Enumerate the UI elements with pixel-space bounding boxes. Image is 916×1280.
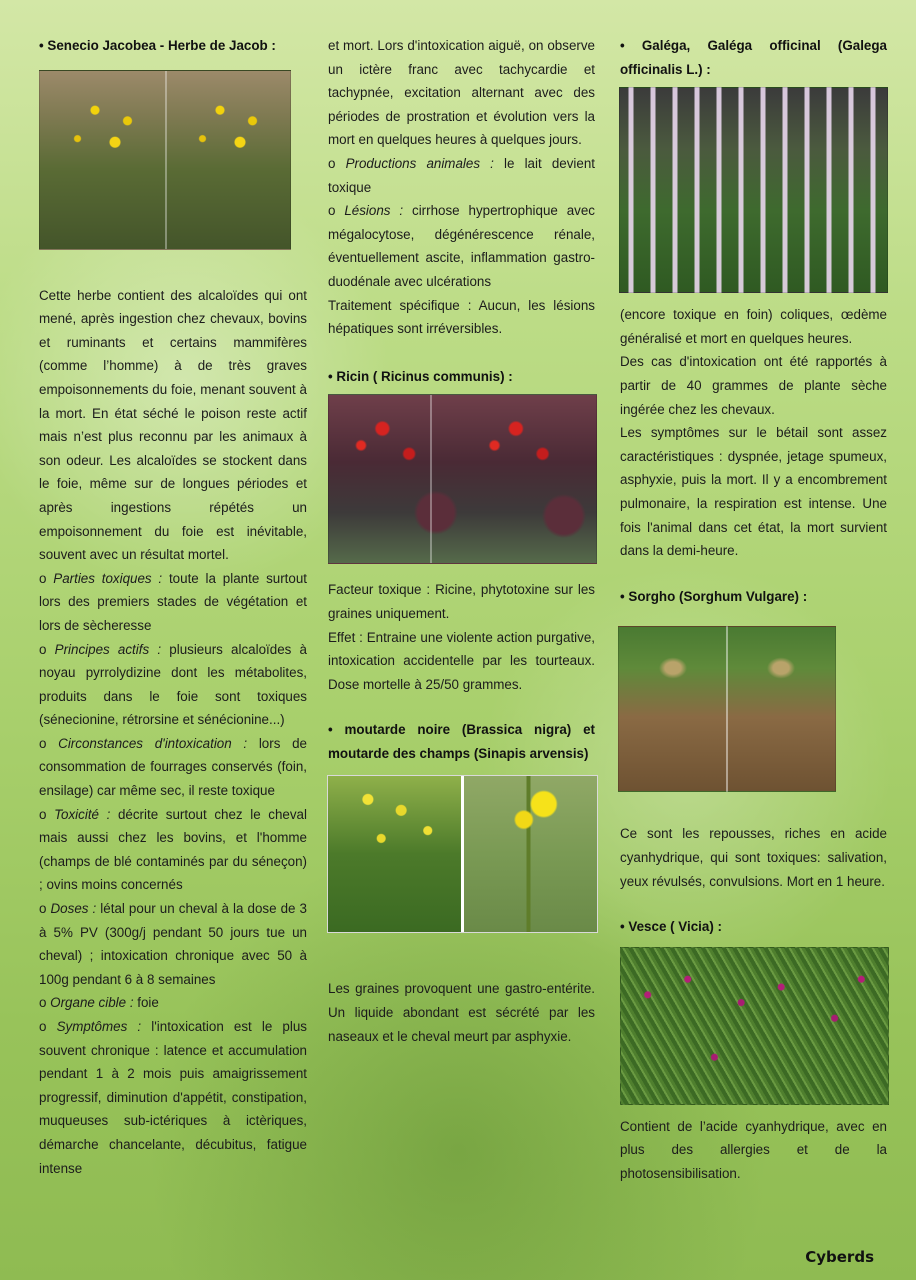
vesce-photo	[620, 947, 889, 1105]
moutarde-champs-photo	[464, 776, 597, 932]
senecio-continuation: et mort. Lors d'intoxication aiguë, on observe un ictère franc avec tachycardie et tachypnée, excitation alternant avec des périodes de prostration et évolution vers la mort en quelques heures à quelques jours.	[328, 38, 595, 148]
ricin-text-2: Effet : Entraine une violente action purgative, intoxication accidentelle par les tourteaux. Dose mortelle à 25/50 grammes.	[328, 629, 595, 692]
senecio-item-organe: o Organe cible : foie	[39, 995, 159, 1011]
ricin-text-1: Facteur toxique : Ricine, phytotoxine sur les graines uniquement.	[328, 582, 595, 621]
sorgho-text: Ce sont les repousses, riches en acide cyanhydrique, qui sont toxiques: salivation, yeux révulsés, convulsions. Mort en 1 heure.	[620, 826, 887, 889]
galega-heading: • Galéga, Galéga officinal (Galega officinalis L.) :	[620, 38, 887, 77]
senecio-item-productions: o Productions animales : le lait devient toxique	[328, 155, 596, 195]
galega-text-3: Les symptômes sur le bétail sont assez caractéristiques : dyspnée, jetage spumeux, asphyxie, puis la mort. Il y a encombrement pulmonaire, la respiration est intense. Une fois l'animal dans cet état, la mort survient dans la demi-heure.	[620, 425, 887, 559]
senecio-item-toxicite: o Toxicité : décrite surtout chez le cheval mais aussi chez les bovins, et l'homme (champs de blé contaminés par du séneçon) ; ovins moins concernés	[39, 806, 307, 893]
galega-text-1: (encore toxique en foin) coliques, œdème généralisé et mort en quelques heures.	[620, 307, 887, 346]
senecio-treatment: Traitement spécifique : Aucun, les lésions hépatiques sont irréversibles.	[328, 297, 595, 337]
moutarde-photo	[327, 775, 598, 933]
senecio-item-circonstances: o Circonstances d'intoxication : lors de consommation de fourrages conservés (foin, ensilage) car même sec, il reste toxique	[39, 735, 307, 799]
senecio-intro: Cette herbe contient des alcaloïdes qui ont mené, après ingestion chez chevaux, bovins et ruminants et certains mammifères (comme l’homme) à de très graves empoisonnements du foie, menant souvent à la mort. En état séché le poison reste actif mais n’est plus reconnu par les animaux à son odeur. Les alcaloïdes se stockent dans le foie, même sur de longues périodes et après ingestions répétés un empoisonnement du foie est inévitable, souvent avec un résultat mortel.	[39, 287, 307, 563]
column-3	[620, 34, 887, 1185]
moutarde-heading: • moutarde noire (Brassica nigra) et moutarde des champs (Sinapis arvensis)	[328, 722, 595, 761]
galega-photo	[619, 87, 888, 293]
vesce-heading: • Vesce ( Vicia) :	[620, 919, 722, 935]
senecio-item-principes: o Principes actifs : plusieurs alcaloïdes à noyau pyrrolydizine dont les métabolites, produits dans le foie sont toxiques (sénecionine, rétrorsine et sénécionine...)	[39, 641, 307, 728]
sorgho-photo	[618, 626, 836, 792]
senecio-item-symptomes: o Symptômes : l'intoxication est le plus souvent chronique : latence et accumulation pendant 1 à 2 mois puis amaigrissement progressif, diminution d'appétit, constipation, muqueuses sub-ictériques à ictèriques, démarche chancelante, décubitus, fatigue intense	[39, 1019, 307, 1176]
column-2	[328, 34, 595, 1048]
senecio-photo	[39, 70, 291, 250]
column-1	[39, 34, 307, 1180]
ricin-photo	[328, 394, 597, 564]
senecio-item-parties: o Parties toxiques : toute la plante surtout lors des premiers stades de végétation et lors de sècheresse	[39, 570, 308, 633]
senecio-heading: • Senecio Jacobea - Herbe de Jacob :	[39, 38, 276, 53]
senecio-item-lesions: o Lésions : cirrhose hypertrophique avec mégalocytose, dégénérescence rénale, éventuellement ascite, inflammation gastro-duodénale avec ulcérations	[328, 203, 596, 289]
sorgho-heading: • Sorgho (Sorghum Vulgare) :	[620, 588, 808, 604]
galega-text-2: Des cas d'intoxication ont été rapportés à partir de 40 grammes de plante sèche ingérée chez les chevaux.	[620, 354, 887, 417]
moutarde-noire-photo	[328, 776, 461, 932]
ricin-heading: • Ricin ( Ricinus communis) :	[328, 368, 513, 384]
vesce-text: Contient de l’acide cyanhydrique, avec en plus des allergies et de la photosensibilisation.	[620, 1118, 887, 1181]
senecio-item-doses: o Doses : létal pour un cheval à la dose de 3 à 5% PV (300g/j pendant 50 jours tue un cheval) ; intoxication chronique avec 50 à 100g pendant 6 à 8 semaines	[39, 901, 307, 987]
moutarde-text: Les graines provoquent une gastro-entérite. Un liquide abondant est sécrété par les naseaux et le cheval meurt par asphyxie.	[328, 981, 595, 1044]
signature: Cyberds	[805, 1248, 874, 1266]
